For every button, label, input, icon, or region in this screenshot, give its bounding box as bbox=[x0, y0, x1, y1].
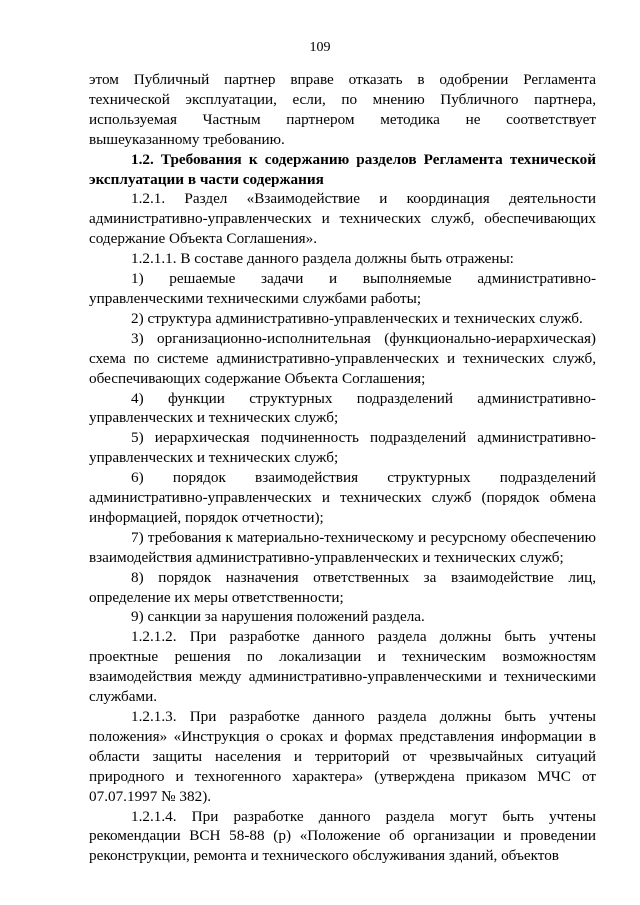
section-heading: 1.2. Требования к содержанию разделов Регламента технической эксплуатации в части содержания bbox=[89, 150, 596, 188]
paragraph-1-2-1-1: 1.2.1.1. В составе данного раздела должны быть отражены: bbox=[131, 250, 514, 268]
list-item-8: 8) порядок назначения ответственных за взаимодействие лиц, определение их меры ответственности; bbox=[89, 568, 596, 606]
list-item-9: 9) санкции за нарушения положений раздела. bbox=[131, 608, 425, 626]
paragraph-1-2-1-4: 1.2.1.4. При разработке данного раздела могут быть учтены рекомендации ВСН 58-88 (р) «Положение об организации и проведении реконструкции, ремонта и технического обслуживания зданий, объектов bbox=[89, 807, 596, 865]
list-item-5: 5) иерархическая подчиненность подразделений административно-управленческих и технических служб; bbox=[89, 429, 596, 467]
document-body bbox=[89, 70, 596, 866]
paragraph-1-2-1: 1.2.1. Раздел «Взаимодействие и координация деятельности административно-управленческих и технических служб, обеспечивающих содержание Объекта Соглашения». bbox=[89, 190, 596, 248]
list-item-3: 3) организационно-исполнительная (функционально-иерархическая) схема по системе административно-управленческих и технических служб, обеспечивающих содержание Объекта Соглашения; bbox=[89, 329, 596, 387]
page-number: 109 bbox=[309, 40, 331, 55]
list-item-2: 2) структура административно-управленческих и технических служб. bbox=[131, 309, 583, 327]
list-item-1: 1) решаемые задачи и выполняемые административно-управленческими техническими службами работы; bbox=[89, 270, 596, 307]
list-item-4: 4) функции структурных подразделений административно-управленческих и технических служб; bbox=[89, 389, 596, 427]
paragraph-1-2-1-3: 1.2.1.3. При разработке данного раздела должны быть учтены положения» «Инструкция о сроках и формах представления информации в области защиты населения и территорий от чрезвычайных ситуаций природного и техногенного характера» (утверждена приказом МЧС от 07.07.1997 № 382). bbox=[89, 708, 596, 805]
list-item-7: 7) требования к материально-техническому и ресурсному обеспечению взаимодействия административно-управленческих и технических служб; bbox=[89, 528, 596, 566]
list-item-6: 6) порядок взаимодействия структурных подразделений административно-управленческих и технических служб (порядок обмена информацией, порядок отчетности); bbox=[89, 469, 596, 526]
paragraph-continuation: этом Публичный партнер вправе отказать в одобрении Регламента технической эксплуатации, если, по мнению Публичного партнера, используемая Частным партнером методика не соответствует вышеуказанному требованию. bbox=[89, 71, 596, 148]
paragraph-1-2-1-2: 1.2.1.2. При разработке данного раздела должны быть учтены проектные решения по локализации и техническим возможностям взаимодействия между административно-управленческими и техническими службами. bbox=[89, 628, 596, 706]
